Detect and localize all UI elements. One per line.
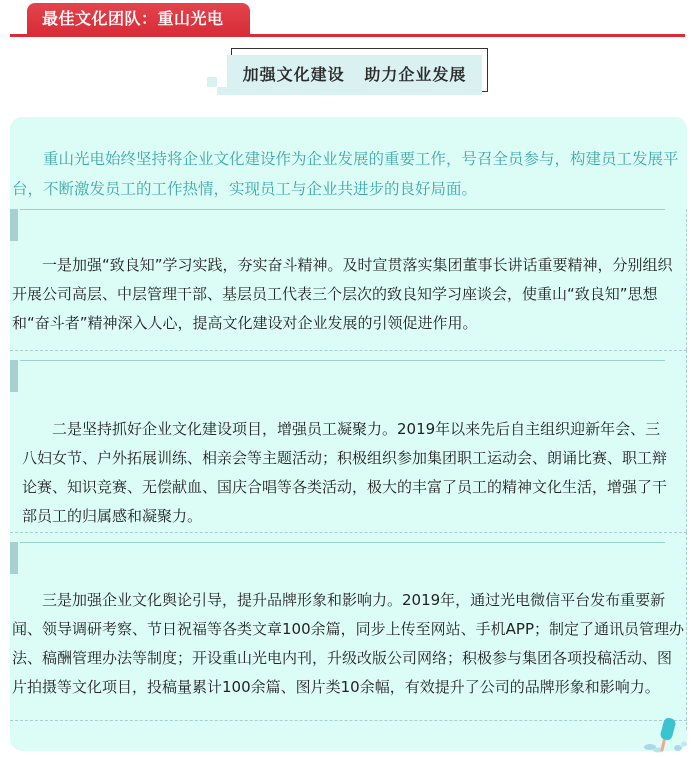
section-divider bbox=[20, 209, 665, 210]
title-decoration bbox=[217, 87, 227, 95]
section-2 bbox=[10, 360, 687, 532]
dashed-border bbox=[10, 350, 687, 351]
section-title: 加强文化建设 助力企业发展 bbox=[227, 55, 482, 95]
section-marker bbox=[10, 542, 18, 574]
section-marker bbox=[10, 360, 18, 392]
dashed-border bbox=[10, 720, 687, 721]
ice-cream-icon bbox=[640, 715, 690, 755]
header-tab: 最佳文化团队：重山光电 bbox=[27, 3, 250, 35]
section-divider bbox=[20, 542, 665, 543]
dashed-border bbox=[686, 532, 687, 730]
dashed-border bbox=[686, 209, 687, 350]
section-3 bbox=[10, 542, 687, 730]
section-paragraph: 三是加强企业文化舆论引导，提升品牌形象和影响力。2019年，通过光电微信平台发布重要新闻、领导调研考察、节日祝福等各类文章100余篇，同步上传至网站、手机APP；制定了通讯员管理办法、稿酬管理办法等制度；开设重山光电内刊，升级改版公司网络；积极参与集团各项投稿活动、图片拍摄等文化项目，投稿量累计100余篇、图片类10余幅，有效提升了公司的品牌形象和影响力。 bbox=[12, 591, 684, 696]
dashed-border bbox=[10, 532, 687, 533]
dashed-border bbox=[686, 350, 687, 532]
section-paragraph: 一是加强“致良知”学习实践，夯实奋斗精神。及时宣贯落实集团董事长讲话重要精神，分别组织开展公司高层、中层管理干部、基层员工代表三个层次的致良知学习座谈会，使重山“致良知”思想和“奋斗者”精神深入人心，提高文化建设对企业发展的引领促进作用。 bbox=[12, 256, 673, 332]
section-paragraph: 二是坚持抓好企业文化建设项目，增强员工凝聚力。2019年以来先后自主组织迎新年会、三八妇女节、户外拓展训练、相亲会等主题活动；积极组织参加集团职工运动会、朗诵比赛、职工辩论赛、知识竞赛、无偿献血、国庆合唱等各类活动，极大的丰富了员工的精神文化生活，增强了干部员工的归属感和凝聚力。 bbox=[22, 420, 668, 525]
header-divider bbox=[10, 34, 685, 37]
section-marker bbox=[10, 209, 18, 241]
section-1 bbox=[10, 209, 687, 350]
intro-paragraph: 重山光电始终坚持将企业文化建设作为企业发展的重要工作，号召全员参与，构建员工发展平台，不断激发员工的工作热情，实现员工与企业共进步的良好局面。 bbox=[12, 150, 679, 198]
title-decoration bbox=[207, 77, 217, 87]
section-divider bbox=[20, 360, 665, 361]
